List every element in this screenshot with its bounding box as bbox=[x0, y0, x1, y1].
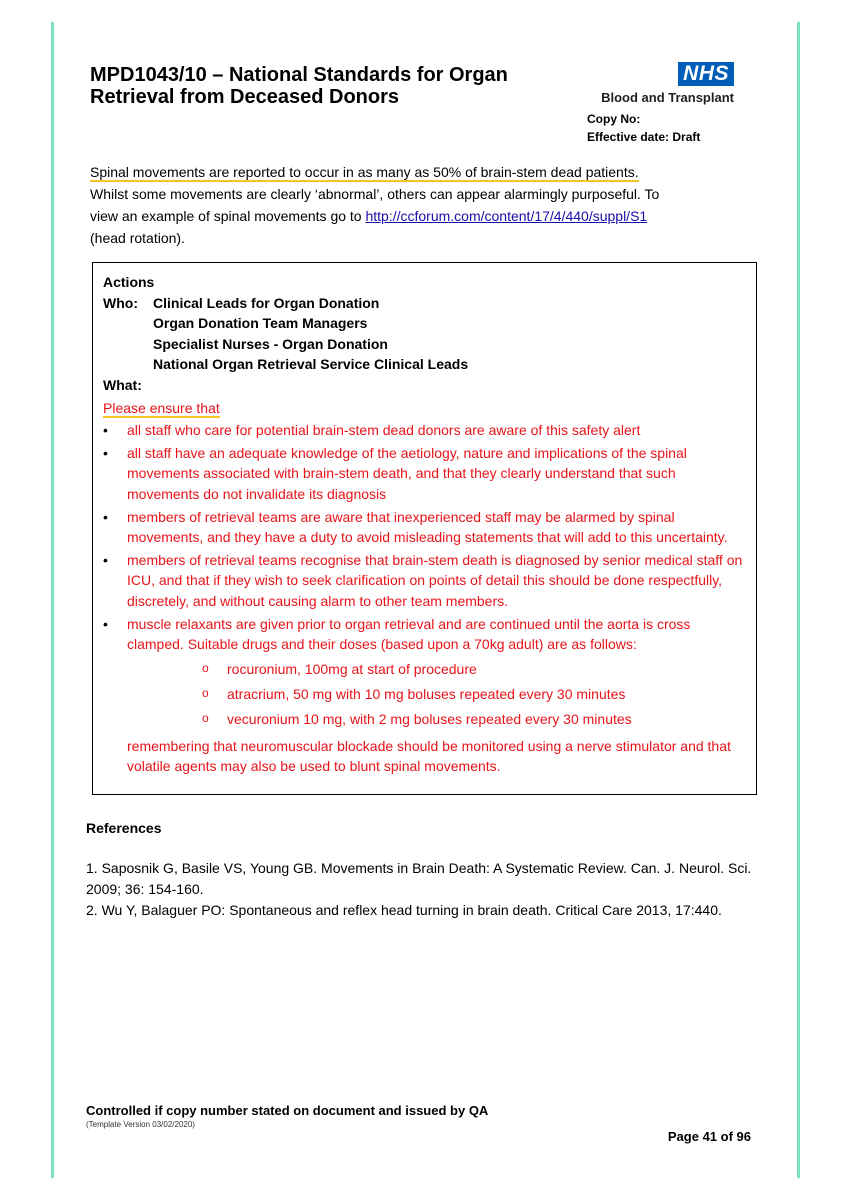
list-item: • members of retrieval teams recognise that brain-stem death is diagnosed by senior medical staff on ICU, and that if they wish to seek clarification on points of detail this should be done respectfully, discretely, and without causing alarm to other team members. bbox=[103, 551, 743, 609]
list-item: • members of retrieval teams are aware that inexperienced staff may be alarmed by spinal movements, and they have a duty to avoid misleading statements that will add to this uncertainty. bbox=[103, 508, 728, 546]
page-edge-right bbox=[797, 22, 800, 1178]
nhs-logo-mark: NHS bbox=[678, 62, 734, 86]
bullet-icon: • bbox=[103, 615, 108, 632]
intro-tail: (head rotation). bbox=[90, 230, 185, 246]
footer-controlled: Controlled if copy number stated on document and issued by QA bbox=[86, 1103, 489, 1118]
who-item: Specialist Nurses - Organ Donation bbox=[153, 335, 388, 352]
bullet-icon: • bbox=[103, 508, 108, 525]
footer-template-version: (Template Version 03/02/2020) bbox=[86, 1120, 195, 1129]
document-title: MPD1043/10 – National Standards for Organ Retrieval from Deceased Donors bbox=[90, 64, 508, 108]
references-heading: References bbox=[86, 820, 162, 836]
highlighted-sentence: Spinal movements are reported to occur in as many as 50% of brain-stem dead patients. bbox=[90, 164, 639, 180]
please-ensure: Please ensure that bbox=[103, 399, 220, 416]
circle-bullet-icon: o bbox=[202, 710, 209, 725]
who-row bbox=[103, 293, 751, 375]
drug-item: o rocuronium, 100mg at start of procedure bbox=[127, 658, 751, 680]
nhs-logo-subtitle: Blood and Transplant bbox=[601, 90, 734, 105]
reference-item: 1. Saposnik G, Basile VS, Young GB. Movements in Brain Death: A Systematic Review. Can. J. Neurol. Sci. 2009; 36: 154-160. bbox=[86, 860, 752, 897]
drug-item: o vecuronium 10 mg, with 2 mg boluses repeated every 30 minutes bbox=[127, 708, 751, 730]
bullet-icon: • bbox=[103, 422, 108, 439]
what-label: What: bbox=[103, 376, 142, 393]
reference-item: 2. Wu Y, Balaguer PO: Spontaneous and reflex head turning in brain death. Critical Care 2013, 17:440. bbox=[86, 902, 722, 918]
list-item: • muscle relaxants are given prior to organ retrieval and are continued until the aorta is cross clamped. Suitable drugs and their doses (based upon a 70kg adult) are as follows: o rocuronium, 100mg at start of procedure o atracrium, 50 mg with 10 mg boluses repeated every 30 minutes o vecuronium 10 mg, with 2 mg boluses repeated every 30 minutes bbox=[103, 614, 751, 730]
actions-box bbox=[92, 262, 757, 795]
bullet-icon: • bbox=[103, 444, 108, 461]
drug-item: o atracrium, 50 mg with 10 mg boluses repeated every 30 minutes bbox=[127, 683, 751, 705]
nhs-logo bbox=[584, 62, 734, 108]
actions-content bbox=[103, 272, 751, 777]
who-label: Who: bbox=[103, 294, 138, 311]
page-number: Page 41 of 96 bbox=[667, 1129, 751, 1144]
copy-number: Copy No: bbox=[587, 112, 641, 126]
who-list bbox=[153, 293, 468, 375]
list-item: • all staff who care for potential brain-stem dead donors are aware of this safety alert bbox=[103, 420, 751, 441]
list-item: • all staff have an adequate knowledge of the aetiology, nature and implications of the spinal movements associated with brain-stem death, and that they clearly understand that such movements do not invalidate its diagnosis bbox=[103, 444, 687, 502]
effective-date: Effective date: Draft bbox=[587, 130, 701, 144]
action-list bbox=[103, 420, 751, 730]
references-section bbox=[86, 818, 776, 921]
page-edge-left bbox=[51, 22, 54, 1178]
document-meta bbox=[587, 110, 700, 146]
who-item: Clinical Leads for Organ Donation bbox=[153, 294, 380, 311]
who-item: Organ Donation Team Managers bbox=[153, 315, 368, 332]
circle-bullet-icon: o bbox=[202, 685, 209, 700]
intro-text: Whilst some movements are clearly ‘abnormal’, others can appear alarmingly purposeful. To view an example of spinal movements go to bbox=[90, 186, 660, 224]
closing-text: remembering that neuromuscular blockade should be monitored using a nerve stimulator and that volatile agents may also be used to blunt spinal movements. bbox=[127, 737, 731, 775]
video-link[interactable]: http://ccforum.com/content/17/4/440/suppl/S1 bbox=[365, 208, 648, 224]
actions-heading: Actions bbox=[103, 274, 155, 290]
drug-list bbox=[127, 658, 751, 730]
intro-paragraph bbox=[90, 161, 690, 249]
bullet-icon: • bbox=[103, 551, 108, 568]
who-item: National Organ Retrieval Service Clinical Leads bbox=[153, 356, 469, 373]
circle-bullet-icon: o bbox=[202, 660, 209, 675]
